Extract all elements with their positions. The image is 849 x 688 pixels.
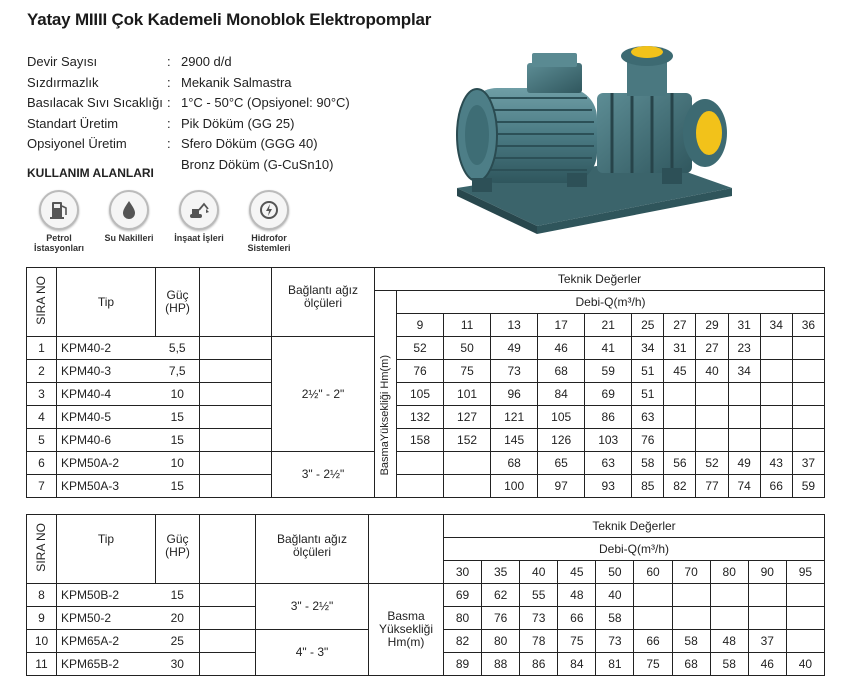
flow-value: 27 (664, 314, 696, 337)
usage-label: Hidrofor (251, 233, 287, 243)
row-guc: 5,5 (156, 337, 200, 360)
conn-size: 3" - 2½" (272, 452, 375, 498)
row-empty (200, 653, 256, 676)
head-value: 58 (672, 630, 710, 653)
spec-separator: : (167, 54, 171, 69)
head-value (792, 383, 824, 406)
head-value (760, 337, 792, 360)
excavator-icon (179, 190, 219, 230)
table-row (27, 429, 825, 452)
head-value: 69 (444, 584, 482, 607)
spec-label: Basılacak Sıvı Sıcaklığı (27, 95, 163, 111)
row-tip: KPM50A-2 (57, 452, 156, 475)
head-value: 73 (491, 360, 538, 383)
row-tip: KPM40-2 (57, 337, 156, 360)
row-empty (200, 360, 272, 383)
head-value: 85 (632, 475, 664, 498)
header-basma-text: BasmaYüksekliği Hm(m) (379, 355, 391, 476)
basma-mid (375, 314, 397, 337)
usage-item-petrol (24, 190, 94, 253)
spec-value: Sfero Döküm (GGG 40) (181, 136, 318, 152)
head-value (634, 607, 672, 630)
conn-size: 2½" - 2" (272, 337, 375, 452)
head-value: 59 (585, 360, 632, 383)
row-empty (200, 630, 256, 653)
header-blank (369, 515, 444, 584)
head-value: 63 (585, 452, 632, 475)
head-value (710, 607, 748, 630)
row-tip: KPM65A-2 (57, 630, 156, 653)
head-value: 158 (397, 429, 444, 452)
head-value: 82 (444, 630, 482, 653)
head-value: 105 (397, 383, 444, 406)
head-value: 84 (558, 653, 596, 676)
table-row (27, 383, 825, 406)
head-value (672, 607, 710, 630)
header-sira-text: SIRA NO (34, 276, 48, 325)
header-baglanti-2: ölçüleri (303, 296, 342, 310)
head-value: 82 (664, 475, 696, 498)
head-value (696, 429, 728, 452)
head-value (710, 584, 748, 607)
spec-separator (167, 155, 181, 176)
usage-label: Su Nakilleri (104, 233, 154, 243)
head-value (664, 406, 696, 429)
row-tip: KPM65B-2 (57, 653, 156, 676)
head-value: 66 (760, 475, 792, 498)
head-value: 127 (444, 406, 491, 429)
row-empty (200, 383, 272, 406)
head-value (748, 607, 786, 630)
spec-value: Mekanik Salmastra (181, 74, 292, 90)
row-guc: 15 (156, 475, 200, 498)
table-row (27, 475, 825, 498)
head-value (728, 429, 760, 452)
row-tip: KPM50A-3 (57, 475, 156, 498)
head-value: 86 (585, 406, 632, 429)
head-value: 68 (538, 360, 585, 383)
head-value: 86 (520, 653, 558, 676)
header-guc (156, 268, 200, 337)
flow-value: 45 (558, 561, 596, 584)
spec-separator: : (167, 115, 171, 131)
spec-row (27, 52, 350, 73)
row-no: 7 (27, 475, 57, 498)
row-tip: KPM50B-2 (57, 584, 156, 607)
header-tip: Tip (57, 515, 156, 584)
spec-label: Opsiyonel Üretim (27, 136, 127, 152)
head-value: 48 (710, 630, 748, 653)
header-basma-1: Basma (387, 609, 425, 623)
row-guc: 15 (156, 406, 200, 429)
row-empty (200, 584, 256, 607)
head-value (760, 360, 792, 383)
head-value: 103 (585, 429, 632, 452)
head-value (444, 475, 491, 498)
head-value (760, 406, 792, 429)
head-value (672, 584, 710, 607)
header-basma (369, 584, 444, 676)
head-value: 77 (696, 475, 728, 498)
row-guc: 15 (156, 429, 200, 452)
row-no: 2 (27, 360, 57, 383)
head-value: 81 (596, 653, 634, 676)
head-value: 55 (520, 584, 558, 607)
row-tip: KPM40-6 (57, 429, 156, 452)
head-value: 76 (482, 607, 520, 630)
header-sira (27, 515, 57, 584)
head-value: 73 (520, 607, 558, 630)
head-value: 80 (482, 630, 520, 653)
conn-size: 3" - 2½" (256, 584, 369, 630)
head-value: 58 (710, 653, 748, 676)
head-value (634, 584, 672, 607)
head-value: 100 (491, 475, 538, 498)
spec-label: Sızdırmazlık (27, 74, 99, 90)
conn-size: 4" - 3" (256, 630, 369, 676)
head-value: 46 (748, 653, 786, 676)
flow-value: 36 (792, 314, 824, 337)
head-value (786, 584, 824, 607)
row-guc: 20 (156, 607, 200, 630)
row-tip: KPM40-3 (57, 360, 156, 383)
usage-item-insaat (164, 190, 234, 253)
header-guc-text: Güç (166, 288, 189, 302)
head-value (664, 429, 696, 452)
head-value: 105 (538, 406, 585, 429)
head-value (792, 406, 824, 429)
usage-label: Petrol (46, 233, 72, 243)
head-value (792, 429, 824, 452)
row-empty (200, 429, 272, 452)
head-value: 96 (491, 383, 538, 406)
flow-value: 35 (482, 561, 520, 584)
head-value: 31 (664, 337, 696, 360)
flow-value: 90 (748, 561, 786, 584)
header-baglanti (256, 515, 369, 584)
head-value: 63 (632, 406, 664, 429)
flow-value: 25 (632, 314, 664, 337)
head-value: 51 (632, 360, 664, 383)
header-baglanti-1: Bağlantı ağız (287, 283, 359, 297)
flow-value: 50 (596, 561, 634, 584)
table-row (27, 452, 825, 475)
head-value: 121 (491, 406, 538, 429)
flow-value: 21 (585, 314, 632, 337)
head-value (696, 383, 728, 406)
header-teknik: Teknik Değerler (375, 268, 825, 291)
head-value (397, 452, 444, 475)
header-guc-text: Güç (166, 532, 189, 546)
row-guc: 15 (156, 584, 200, 607)
spec-value: Pik Döküm (GG 25) (181, 115, 295, 131)
flow-value: 31 (728, 314, 760, 337)
row-empty (200, 452, 272, 475)
spec-label: Devir Sayısı (27, 54, 98, 69)
flow-value: 13 (491, 314, 538, 337)
head-value: 75 (634, 653, 672, 676)
head-value: 49 (728, 452, 760, 475)
spec-separator: : (167, 74, 171, 90)
flow-value: 70 (672, 561, 710, 584)
head-value (728, 383, 760, 406)
head-value (664, 383, 696, 406)
head-value: 88 (482, 653, 520, 676)
head-value (696, 406, 728, 429)
header-empty (200, 515, 256, 584)
spec-list (27, 52, 350, 176)
head-value (748, 584, 786, 607)
head-value: 41 (585, 337, 632, 360)
head-value: 93 (585, 475, 632, 498)
spec-row (27, 134, 350, 155)
spec-separator: : (167, 136, 171, 152)
head-value: 43 (760, 452, 792, 475)
head-value: 37 (748, 630, 786, 653)
row-guc: 10 (156, 452, 200, 475)
head-value: 68 (672, 653, 710, 676)
flow-value: 30 (444, 561, 482, 584)
table-row (27, 584, 825, 607)
head-value: 51 (632, 383, 664, 406)
head-value: 48 (558, 584, 596, 607)
head-value: 76 (397, 360, 444, 383)
row-no: 9 (27, 607, 57, 630)
head-value: 59 (792, 475, 824, 498)
head-value (792, 337, 824, 360)
head-value: 40 (696, 360, 728, 383)
usage-item-su (94, 190, 164, 253)
head-value: 74 (728, 475, 760, 498)
usage-label: İnşaat İşleri (174, 233, 224, 243)
row-tip: KPM40-4 (57, 383, 156, 406)
spec-value: Bronz Döküm (G-CuSn10) (181, 156, 334, 172)
power-icon (249, 190, 289, 230)
page-title: Yatay MIIII Çok Kademeli Monoblok Elektropomplar (27, 10, 432, 29)
head-value: 76 (632, 429, 664, 452)
row-guc: 25 (156, 630, 200, 653)
head-value: 37 (792, 452, 824, 475)
head-value (760, 429, 792, 452)
row-no: 11 (27, 653, 57, 676)
row-guc: 10 (156, 383, 200, 406)
head-value: 97 (538, 475, 585, 498)
head-value: 80 (444, 607, 482, 630)
usage-label-2: İstasyonları (33, 243, 85, 253)
header-sira (27, 268, 57, 337)
head-value: 52 (696, 452, 728, 475)
head-value: 49 (491, 337, 538, 360)
head-value: 75 (558, 630, 596, 653)
header-basma (375, 337, 397, 498)
spec-row (27, 93, 350, 114)
head-value: 52 (397, 337, 444, 360)
row-guc: 30 (156, 653, 200, 676)
header-basma-3: Hm(m) (387, 635, 425, 649)
table-row (27, 406, 825, 429)
head-value (397, 475, 444, 498)
head-value: 40 (786, 653, 824, 676)
row-no: 3 (27, 383, 57, 406)
flow-value: 95 (786, 561, 824, 584)
header-basma-2: Yüksekliği (378, 622, 434, 636)
row-no: 8 (27, 584, 57, 607)
head-value: 68 (491, 452, 538, 475)
header-baglanti (272, 268, 375, 337)
head-value (760, 383, 792, 406)
head-value: 34 (728, 360, 760, 383)
flow-value: 40 (520, 561, 558, 584)
head-value: 34 (632, 337, 664, 360)
row-tip: KPM40-5 (57, 406, 156, 429)
head-value (444, 452, 491, 475)
head-value: 58 (632, 452, 664, 475)
head-value: 58 (596, 607, 634, 630)
row-guc: 7,5 (156, 360, 200, 383)
header-baglanti-1: Bağlantı ağız (276, 532, 348, 546)
basma-top (375, 291, 397, 314)
head-value: 145 (491, 429, 538, 452)
header-row (27, 268, 825, 291)
head-value (792, 360, 824, 383)
header-guc-unit: (HP) (165, 301, 190, 315)
flow-value: 9 (397, 314, 444, 337)
header-tip: Tip (57, 268, 156, 337)
usage-list (24, 190, 304, 253)
row-no: 10 (27, 630, 57, 653)
head-value: 78 (520, 630, 558, 653)
spec-row (27, 73, 350, 94)
header-guc-unit: (HP) (165, 545, 190, 559)
head-value: 23 (728, 337, 760, 360)
head-value: 56 (664, 452, 696, 475)
usage-item-hidrofor (234, 190, 304, 253)
head-value: 62 (482, 584, 520, 607)
spec-separator: : (167, 95, 171, 111)
head-value (786, 630, 824, 653)
row-no: 6 (27, 452, 57, 475)
header-baglanti-2: ölçüleri (292, 545, 331, 559)
header-guc (156, 515, 200, 584)
spec-row (27, 114, 350, 135)
head-value (786, 607, 824, 630)
header-debi: Debi-Q(m³/h) (444, 538, 825, 561)
head-value: 101 (444, 383, 491, 406)
row-no: 1 (27, 337, 57, 360)
head-value: 40 (596, 584, 634, 607)
spec-value: 1°C - 50°C (Opsiyonel: 90°C) (181, 95, 350, 111)
table-row (27, 337, 825, 360)
head-value: 73 (596, 630, 634, 653)
header-sira-text: SIRA NO (34, 523, 48, 572)
flow-value: 29 (696, 314, 728, 337)
spec-value: 2900 d/d (181, 54, 232, 69)
flow-value: 60 (634, 561, 672, 584)
water-drop-icon (109, 190, 149, 230)
flow-value: 34 (760, 314, 792, 337)
pump-table-1 (26, 267, 825, 498)
head-value: 66 (634, 630, 672, 653)
spec-label: Standart Üretim (27, 115, 119, 131)
flow-value: 80 (710, 561, 748, 584)
head-value: 89 (444, 653, 482, 676)
row-empty (200, 337, 272, 360)
head-value: 84 (538, 383, 585, 406)
head-value: 65 (538, 452, 585, 475)
head-value: 75 (444, 360, 491, 383)
head-value: 45 (664, 360, 696, 383)
row-no: 5 (27, 429, 57, 452)
header-row (27, 515, 825, 538)
header-debi: Debi-Q(m³/h) (397, 291, 825, 314)
flow-value: 17 (538, 314, 585, 337)
head-value: 46 (538, 337, 585, 360)
row-empty (200, 406, 272, 429)
header-empty (200, 268, 272, 337)
row-empty (200, 475, 272, 498)
flow-value: 11 (444, 314, 491, 337)
usage-label-2: Sistemleri (247, 243, 291, 253)
usage-heading: KULLANIM ALANLARI (27, 166, 154, 180)
head-value: 69 (585, 383, 632, 406)
head-value: 132 (397, 406, 444, 429)
fuel-pump-icon (39, 190, 79, 230)
pump-table-2 (26, 514, 825, 676)
row-empty (200, 607, 256, 630)
head-value: 126 (538, 429, 585, 452)
head-value: 152 (444, 429, 491, 452)
head-value: 50 (444, 337, 491, 360)
row-tip: KPM50-2 (57, 607, 156, 630)
header-teknik: Teknik Değerler (444, 515, 825, 538)
row-no: 4 (27, 406, 57, 429)
pump-image (447, 38, 737, 238)
table-row (27, 360, 825, 383)
head-value: 27 (696, 337, 728, 360)
head-value (728, 406, 760, 429)
head-value: 66 (558, 607, 596, 630)
